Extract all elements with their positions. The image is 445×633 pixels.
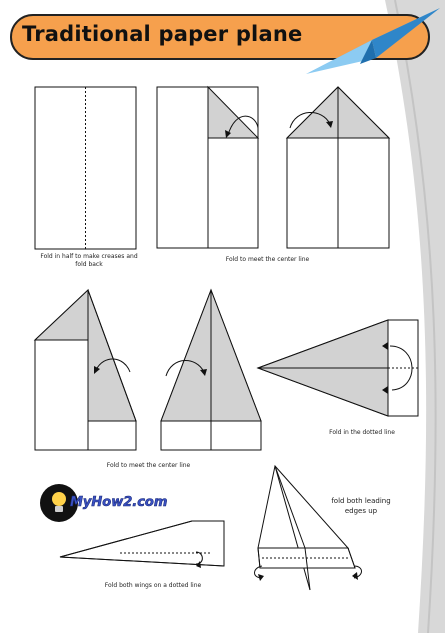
- step2-caption: Fold to meet the center line: [225, 256, 310, 263]
- step7-sheet: [60, 521, 224, 568]
- step1-sheet: [35, 87, 136, 249]
- step6-caption-line1: fold both leading: [331, 497, 391, 505]
- step3-sheet: [287, 87, 389, 248]
- step6-caption: [326, 496, 396, 516]
- step4-caption: Fold in the dotted line: [329, 429, 395, 436]
- step4-sheet: [35, 290, 136, 450]
- step3-caption: Fold to meet the center line: [106, 462, 191, 469]
- logo-text: MyHow2.com: [70, 495, 168, 510]
- page-title: Traditional paper plane: [22, 22, 303, 46]
- step6-sheet: [258, 320, 418, 416]
- step1-caption-line2: fold back: [75, 261, 103, 268]
- step1-caption: [36, 253, 142, 269]
- step8-plane: [255, 466, 362, 590]
- lightbulb-icon: [52, 492, 66, 506]
- step6-caption-line2: edges up: [344, 507, 378, 515]
- step5-caption: Fold both wings on a dotted line: [104, 582, 202, 589]
- step1-caption-line1: Fold in half to make creases and: [40, 253, 138, 260]
- myhow2-logo: [40, 484, 170, 524]
- step2-sheet: [157, 87, 258, 248]
- lightbulb-base-icon: [55, 506, 63, 512]
- step5-sheet: [161, 290, 261, 450]
